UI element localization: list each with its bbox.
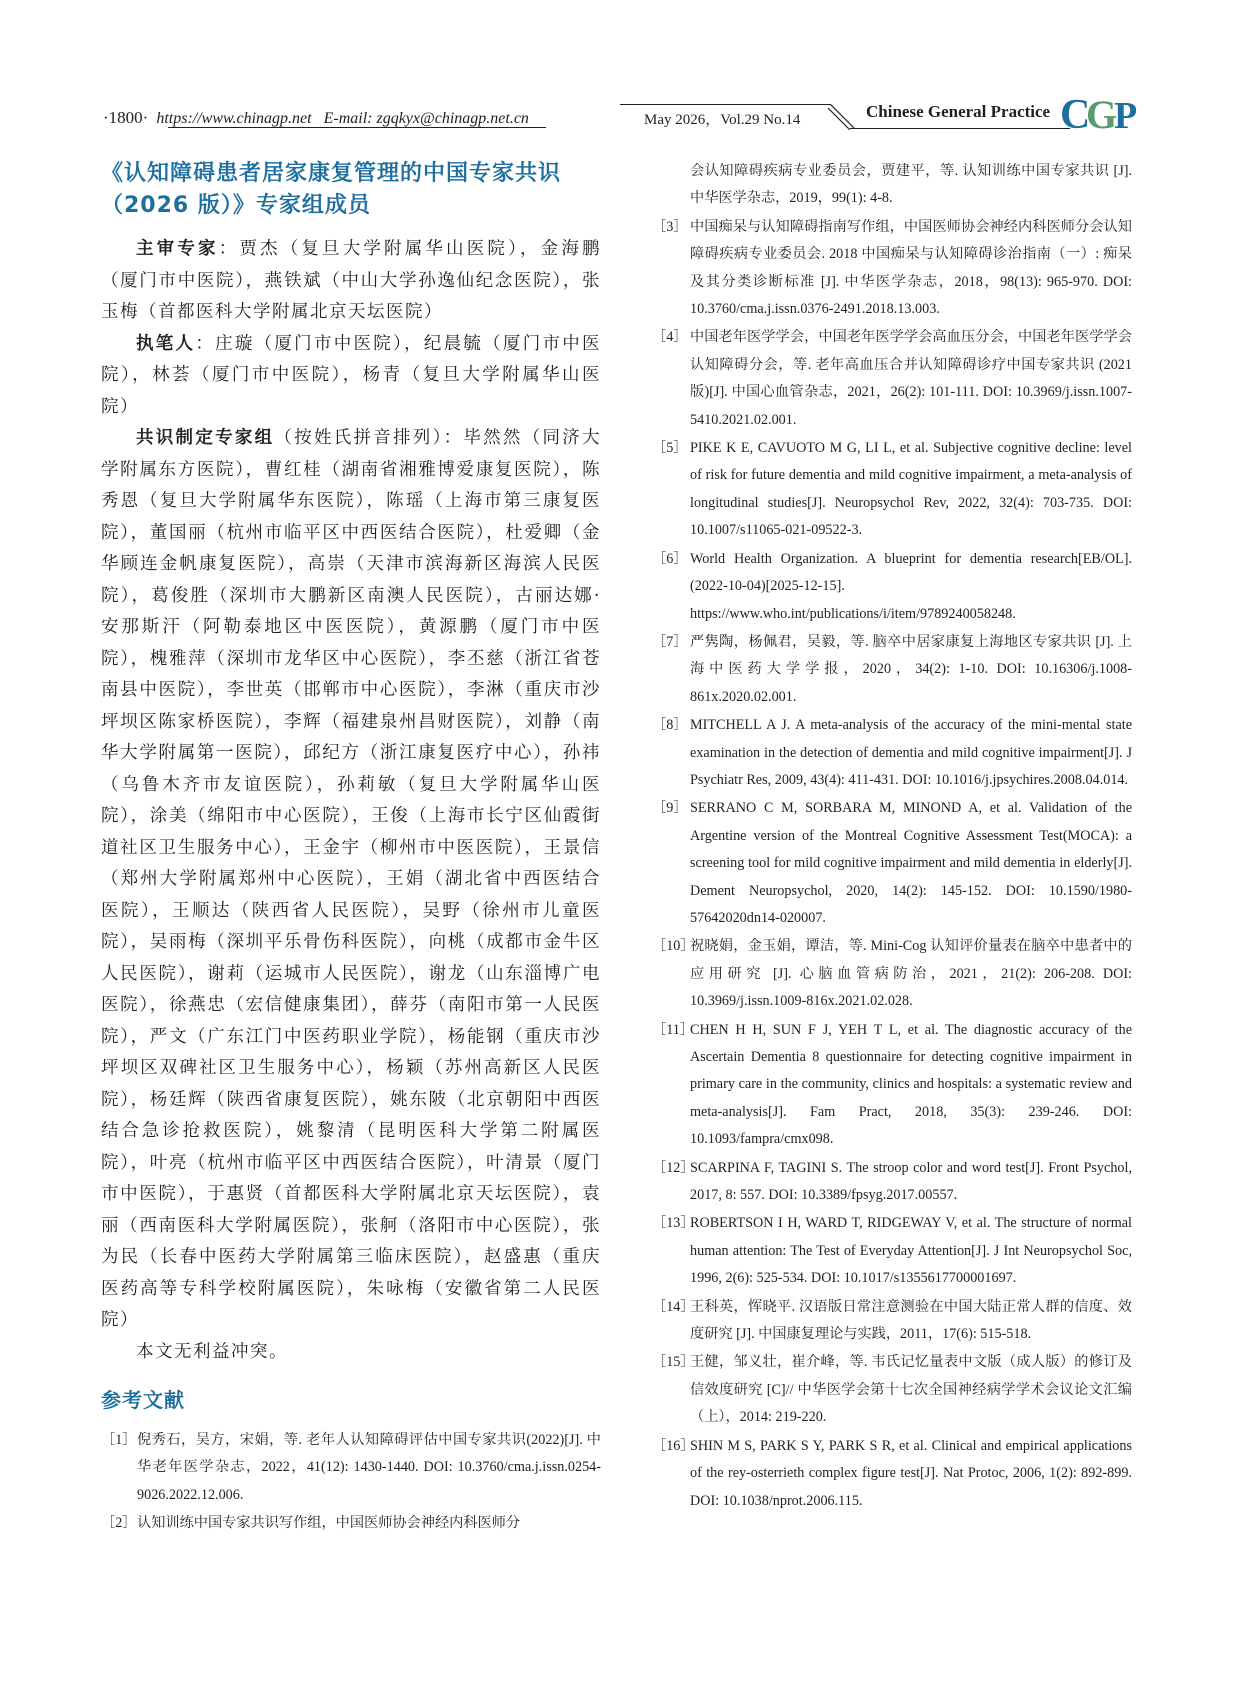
reviewers-label: 主审专家 xyxy=(136,239,219,259)
right-column xyxy=(652,158,1132,1516)
references-heading: 参考文献 xyxy=(101,1388,185,1412)
issue-info: May 2026，Vol.29 No.14 xyxy=(644,112,801,128)
reference-text: World Health Organization. A blueprint for dementia research[EB/OL]. (2022-10-04)[2025-12-15]. https://www.who.int/publications/i/item/9789240058248. xyxy=(690,550,1132,622)
svg-text:P: P xyxy=(1114,95,1138,134)
reference-text: CHEN H H, SUN F J, YEH T L, et al. The diagnostic accuracy of the Ascertain Dementia 8 questionnaire for detecting cognitive impairment in primary care in the community, clinics and hospitals: a systematic review and meta-analysis[J]. Fam Pract, 2018, 35(3): 239-246. DOI: 10.1093/fampra/cmx098. xyxy=(690,1021,1132,1148)
svg-text:C: C xyxy=(1060,92,1091,134)
reference-item xyxy=(652,1294,1132,1349)
reference-number: ［13］ xyxy=(652,1215,695,1232)
reference-number: ［3］ xyxy=(652,218,688,235)
reference-item xyxy=(652,712,1132,794)
reference-text: 王健，邹义壮，崔介峰，等. 韦氏记忆量表中文版（成人版）的修订及信效度研究 [C]// 中华医学会第十七次全国神经病学学术会议论文汇编（上），2014: 219-220. xyxy=(690,1354,1132,1426)
reference-item xyxy=(652,1155,1132,1210)
group-paragraph xyxy=(101,423,601,1337)
journal-url[interactable]: https://www.chinagp.net xyxy=(156,110,312,127)
reference-text: SCARPINA F, TAGINI S. The stroop color and word test[J]. Front Psychol, 2017, 8: 557. DOI: 10.3389/fpsyg.2017.00557. xyxy=(690,1159,1132,1204)
reference-item xyxy=(101,1427,601,1509)
reference-text: 倪秀石，吴方，宋娟，等. 老年人认知障碍评估中国专家共识(2022)[J]. 中华老年医学杂志，2022，41(12): 1430-1440. DOI: 10.3760/cma.j.issn.0254-9026.2022.12.006. xyxy=(137,1432,601,1503)
reference-number: ［8］ xyxy=(652,717,688,734)
reference-continuation: 会认知障碍疾病专业委员会，贾建平，等. 认知训练中国专家共识 [J]. 中华医学杂志，2019，99(1): 4-8. xyxy=(690,163,1132,207)
reference-number: ［10］ xyxy=(652,938,695,955)
reference-text: SERRANO C M, SORBARA M, MINOND A, et al. Validation of the Argentine version of the Montreal Cognitive Assessment Test(MOCA): a screening tool for mild cognitive impairment and mild dementia in elderly[J]. Dement Neuropsychol, 2020, 14(2): 145-152. DOI: 10.1590/1980-57642020dn14-020007. xyxy=(690,800,1132,926)
reference-number: ［7］ xyxy=(652,633,688,650)
group-label: 共识制定专家组 xyxy=(136,428,275,448)
reference-number: ［1］ xyxy=(101,1432,137,1448)
reference-item xyxy=(652,546,1132,628)
reference-number: ［14］ xyxy=(652,1298,695,1315)
running-header-left xyxy=(103,108,529,128)
conflict-statement: 本文无利益冲突。 xyxy=(136,1341,288,1362)
reference-number: ［9］ xyxy=(652,800,688,817)
reference-number: ［12］ xyxy=(652,1159,695,1176)
header-rule-left xyxy=(168,127,546,128)
reference-text: 严隽陶，杨佩君，吴毅，等. 脑卒中居家康复上海地区专家共识 [J]. 上海中医药大学学报，2020，34(2): 1-10. DOI: 10.16306/j.1008-861x.2020.02.001. xyxy=(690,633,1132,705)
reference-text: PIKE K E, CAVUOTO M G, LI L, et al. Subjective cognitive decline: level of risk for future dementia and mild cognitive impairment, a meta-analysis of longitudinal studies[J]. Neuropsychol Rev, 2022, 32(4): 703-735. DOI: 10.1007/s11065-021-09522-3. xyxy=(690,440,1132,539)
reference-item xyxy=(652,629,1132,711)
svg-text:G: G xyxy=(1086,92,1118,134)
reference-text: 中国痴呆与认知障碍指南写作组，中国医师协会神经内科医师分会认知障碍疾病专业委员会. 2018 中国痴呆与认知障碍诊治指南（一）: 痴呆及其分类诊断标准 [J]. 中华医学杂志，2018，98(13): 965-970. DOI: 10.3760/cma.j.issn.0376-2491.2018.13.003. xyxy=(690,218,1132,318)
journal-email[interactable]: E-mail: zgqkyx@chinagp.net.cn xyxy=(323,110,529,127)
reference-item xyxy=(652,1433,1132,1515)
header-slash-icon xyxy=(828,104,856,130)
reference-text: ROBERTSON I H, WARD T, RIDGEWAY V, et al. The structure of normal human attention: The Test of Everyday Attention[J]. J Int Neuropsychol Soc, 1996, 2(6): 525-534. DOI: 10.1017/s1355617700001697. xyxy=(690,1215,1132,1287)
reference-item xyxy=(652,1349,1132,1431)
reference-item xyxy=(101,1510,601,1537)
reference-number: ［4］ xyxy=(652,329,688,346)
writers-text: ：庄璇（厦门市中医院），纪晨毓（厦门市中医院），林荟（厦门市中医院），杨青（复旦大学附属华山医院） xyxy=(101,333,602,417)
journal-name: Chinese General Practice xyxy=(866,102,1051,121)
page-number: ·1800· xyxy=(103,108,149,127)
references-list-right xyxy=(652,214,1132,1515)
cgp-logo-icon xyxy=(1060,92,1148,134)
reference-text: 王科英，恽晓平. 汉语版日常注意测验在中国大陆正常人群的信度、效度研究 [J]. 中国康复理论与实践，2011，17(6): 515-518. xyxy=(690,1298,1132,1343)
reference-item xyxy=(652,324,1132,434)
reference-item xyxy=(652,933,1132,1015)
header-rule-right xyxy=(620,104,830,105)
writers-label: 执笔人 xyxy=(136,333,196,354)
reference-text: 中国老年医学学会，中国老年医学学会高血压分会，中国老年医学学会认知障碍分会，等. 老年高血压合并认知障碍诊疗中国专家共识 (2021 版)[J]. 中国心血管杂志，2021，26(2): 101-111. DOI: 10.3969/j.issn.1007-5410.2021.02.001. xyxy=(690,329,1132,428)
writers-paragraph xyxy=(101,329,601,424)
reference-item xyxy=(652,1017,1132,1154)
reference-item xyxy=(652,795,1132,932)
group-text: （按姓氏拼音排列）：毕然然（同济大学附属东方医院），曹红桂（湖南省湘雅博爱康复医院），陈秀恩（复旦大学附属华东医院），陈瑶（上海市第三康复医院），董国丽（杭州市临平区中西医结合医院），杜爱卿（金华顾连金帆康复医院），高崇（天津市滨海新区海滨人民医院），葛俊胜（深圳市大鹏新区南澳人民医院），古丽达娜·安那斯汗（阿勒泰地区中医医院），黄源鹏（厦门市中医院），槐雅萍（深圳市龙华区中心医院），李丕慈（浙江省苍南县中医院），李世英（邯郸市中心医院），李淋（重庆市沙坪坝区陈家桥医院），李辉（福建泉州昌财医院），刘静（南华大学附属第一医院），邱纪方（浙江康复医疗中心），孙祎（乌鲁木齐市友谊医院），孙莉敏（复旦大学附属华山医院），涂美（绵阳市中心医院），王俊（上海市长宁区仙霞街道社区卫生服务中心），王金宇（柳州市中医医院），王景信（郑州大学附属郑州中心医院），王娟（湖北省中西医结合医院），王顺达（陕西省人民医院），吴野（徐州市儿童医院），吴雨梅（深圳平乐骨伤科医院），向桃（成都市金牛区人民医院），谢莉（运城市人民医院），谢龙（山东淄博广电医院），徐燕忠（宏信健康集团），薛芬（南阳市第一人民医院），严文（广东江门中医药职业学院），杨能钢（重庆市沙坪坝区双碑社区卫生服务中心），杨颖（苏州高新区人民医院），杨廷辉（陕西省康复医院），姚东陂（北京朝阳中西医结合急诊抢救医院），姚黎清（昆明医科大学第二附属医院），叶亮（杭州市临平区中西医结合医院），叶清景（厦门市中医院），于惠贤（首都医科大学附属北京天坛医院），袁丽（西南医科大学附属医院），张舸（洛阳市中心医院），张为民（长春中医药大学附属第三临床医院），赵盛惠（重庆医药高等专科学校附属医院），朱咏梅（安徽省第二人民医院） xyxy=(101,428,602,1330)
reference-number: ［15］ xyxy=(652,1354,695,1371)
reviewers-text: ：贾杰（复旦大学附属华山医院），金海鹏（厦门市中医院），燕铁斌（中山大学孙逸仙纪念医院），张玉梅（首都医科大学附属北京天坛医院） xyxy=(101,239,602,322)
reference-text: 祝晓娟，金玉娟，谭洁，等. Mini-Cog 认知评价量表在脑卒中患者中的应用研究 [J]. 心脑血管病防治，2021，21(2): 206-208. DOI: 10.3969/j.issn.1009-816x.2021.02.028. xyxy=(690,938,1132,1010)
reference-item xyxy=(652,214,1132,324)
reference-number: ［2］ xyxy=(101,1515,137,1532)
reference-number: ［11］ xyxy=(652,1021,695,1038)
reference-number: ［5］ xyxy=(652,440,688,457)
reference-item xyxy=(652,1210,1132,1292)
left-column xyxy=(101,158,601,1539)
reviewers-paragraph xyxy=(101,234,601,329)
reference-item xyxy=(652,435,1132,545)
reference-number: ［16］ xyxy=(652,1437,695,1454)
article-title: 《认知障碍患者居家康复管理的中国专家共识（2026 版）》专家组成员 xyxy=(101,161,562,218)
reference-text: MITCHELL A J. A meta-analysis of the accuracy of the mini-mental state examination in the detection of dementia and mild cognitive impairment[J]. J Psychiatr Res, 2009, 43(4): 411-431. DOI: 10.1016/j.jpsychires.2008.04.014. xyxy=(690,717,1132,788)
reference-text: 认知训练中国专家共识写作组，中国医师协会神经内科医师分 xyxy=(137,1515,521,1532)
references-list-left xyxy=(101,1427,601,1538)
header-rule-journal xyxy=(850,128,1070,129)
reference-text: SHIN M S, PARK S Y, PARK S R, et al. Clinical and empirical applications of the rey-osterrieth complex figure test[J]. Nat Protoc, 2006, 1(2): 892-899. DOI: 10.1038/nprot.2006.115. xyxy=(690,1437,1132,1509)
reference-number: ［6］ xyxy=(652,550,688,567)
